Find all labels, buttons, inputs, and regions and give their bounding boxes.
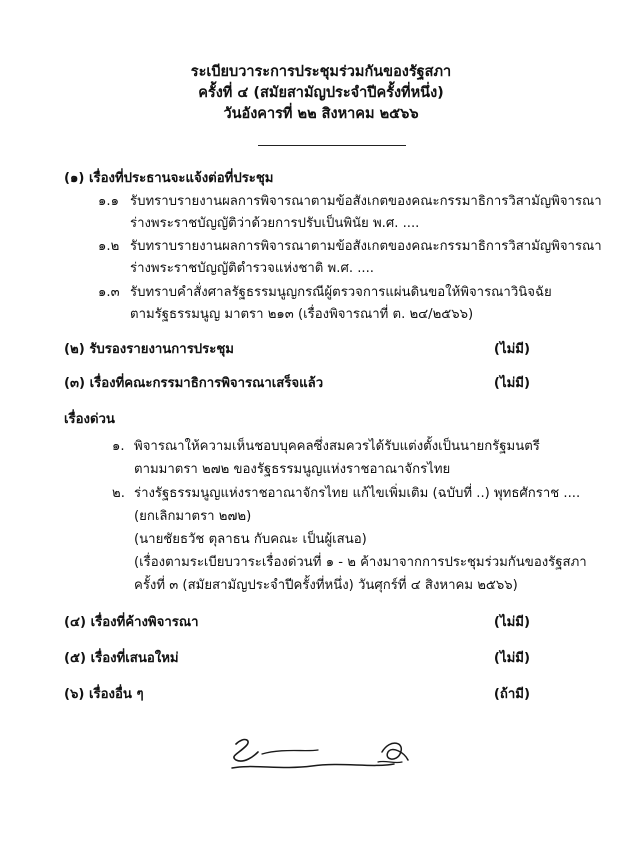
section-5-status: (ไม่มี) [493,651,530,666]
document-title: ระเบียบวาระการประชุมร่วมกันของรัฐสภา [190,64,452,80]
urgent-item-2-line5: ครั้งที่ ๓ (สมัยสามัญประจำปีครั้งที่หนึ่ง) วันศุกร์ที่ ๔ สิงหาคม ๒๕๖๖) [134,578,518,593]
urgent-item-2-line4: (เรื่องตามระเบียบวาระเรื่องด่วนที่ ๑ - ๒ ค้างมาจากการประชุมร่วมกันของรัฐสภา [134,555,587,570]
session-line: ครั้งที่ ๔ (สมัยสามัญประจำปีครั้งที่หนึ่ง) [198,85,444,101]
section-3-status: (ไม่มี) [493,376,530,391]
section-6-status: (ถ้ามี) [493,687,530,702]
section-3-heading: (๓) เรื่องที่คณะกรรมาธิการพิจารณาเสร็จแล้ว [64,376,324,391]
section-4-status: (ไม่มี) [493,615,530,630]
document-header [0,62,642,125]
section-2-heading: (๒) รับรองรายงานการประชุม [64,342,234,357]
section-5-heading: (๕) เรื่องที่เสนอใหม่ [64,651,179,666]
urgent-item-2-number: ๒. [112,486,125,501]
section-6-heading: (๖) เรื่องอื่น ๆ [64,687,144,702]
section-4-heading: (๔) เรื่องที่ค้างพิจารณา [64,615,199,630]
item-1-2-number: ๑.๒ [98,239,120,254]
item-1-1-line2: ร่างพระราชบัญญัติว่าด้วยการปรับเป็นพินัย พ.ศ. .... [130,216,420,231]
handwritten-signature [222,734,422,778]
item-1-1-line1: รับทราบรายงานผลการพิจารณาตามข้อสังเกตของคณะกรรมาธิการวิสามัญพิจารณา [130,194,602,209]
header-divider [258,145,406,146]
item-1-2-line2: ร่างพระราชบัญญัติตำรวจแห่งชาติ พ.ศ. .... [130,261,374,276]
urgent-heading: เรื่องด่วน [64,412,115,427]
urgent-item-2-line3: (นายชัยธวัช ตุลาธน กับคณะ เป็นผู้เสนอ) [134,532,367,547]
section-1-heading: (๑) เรื่องที่ประธานจะแจ้งต่อที่ประชุม [64,171,274,186]
date-line: วันอังคารที่ ๒๒ สิงหาคม ๒๕๖๖ [223,106,419,122]
item-1-3-line2: ตามรัฐธรรมนูญ มาตรา ๒๑๓ (เรื่องพิจารณาที่ ต. ๒๔/๒๕๖๖) [130,307,474,322]
item-1-2-line1: รับทราบรายงานผลการพิจารณาตามข้อสังเกตของคณะกรรมาธิการวิสามัญพิจารณา [130,239,602,254]
urgent-item-1-number: ๑. [112,439,125,454]
section-2-status: (ไม่มี) [493,342,530,357]
urgent-item-1-line1: พิจารณาให้ความเห็นชอบบุคคลซึ่งสมควรได้รับแต่งตั้งเป็นนายกรัฐมนตรี [134,439,540,454]
item-1-1-number: ๑.๑ [98,194,119,209]
urgent-item-2-line1: ร่างรัฐธรรมนูญแห่งราชอาณาจักรไทย แก้ไขเพิ่มเติม (ฉบับที่ ..) พุทธศักราช .... [134,486,581,501]
item-1-3-line1: รับทราบคำสั่งศาลรัฐธรรมนูญกรณีผู้ตรวจการแผ่นดินขอให้พิจารณาวินิจฉัย [130,285,552,300]
urgent-item-2-line2: (ยกเลิกมาตรา ๒๗๒) [134,509,252,524]
item-1-3-number: ๑.๓ [98,285,120,300]
urgent-item-1-line2: ตามมาตรา ๒๗๒ ของรัฐธรรมนูญแห่งราชอาณาจักรไทย [134,462,451,477]
